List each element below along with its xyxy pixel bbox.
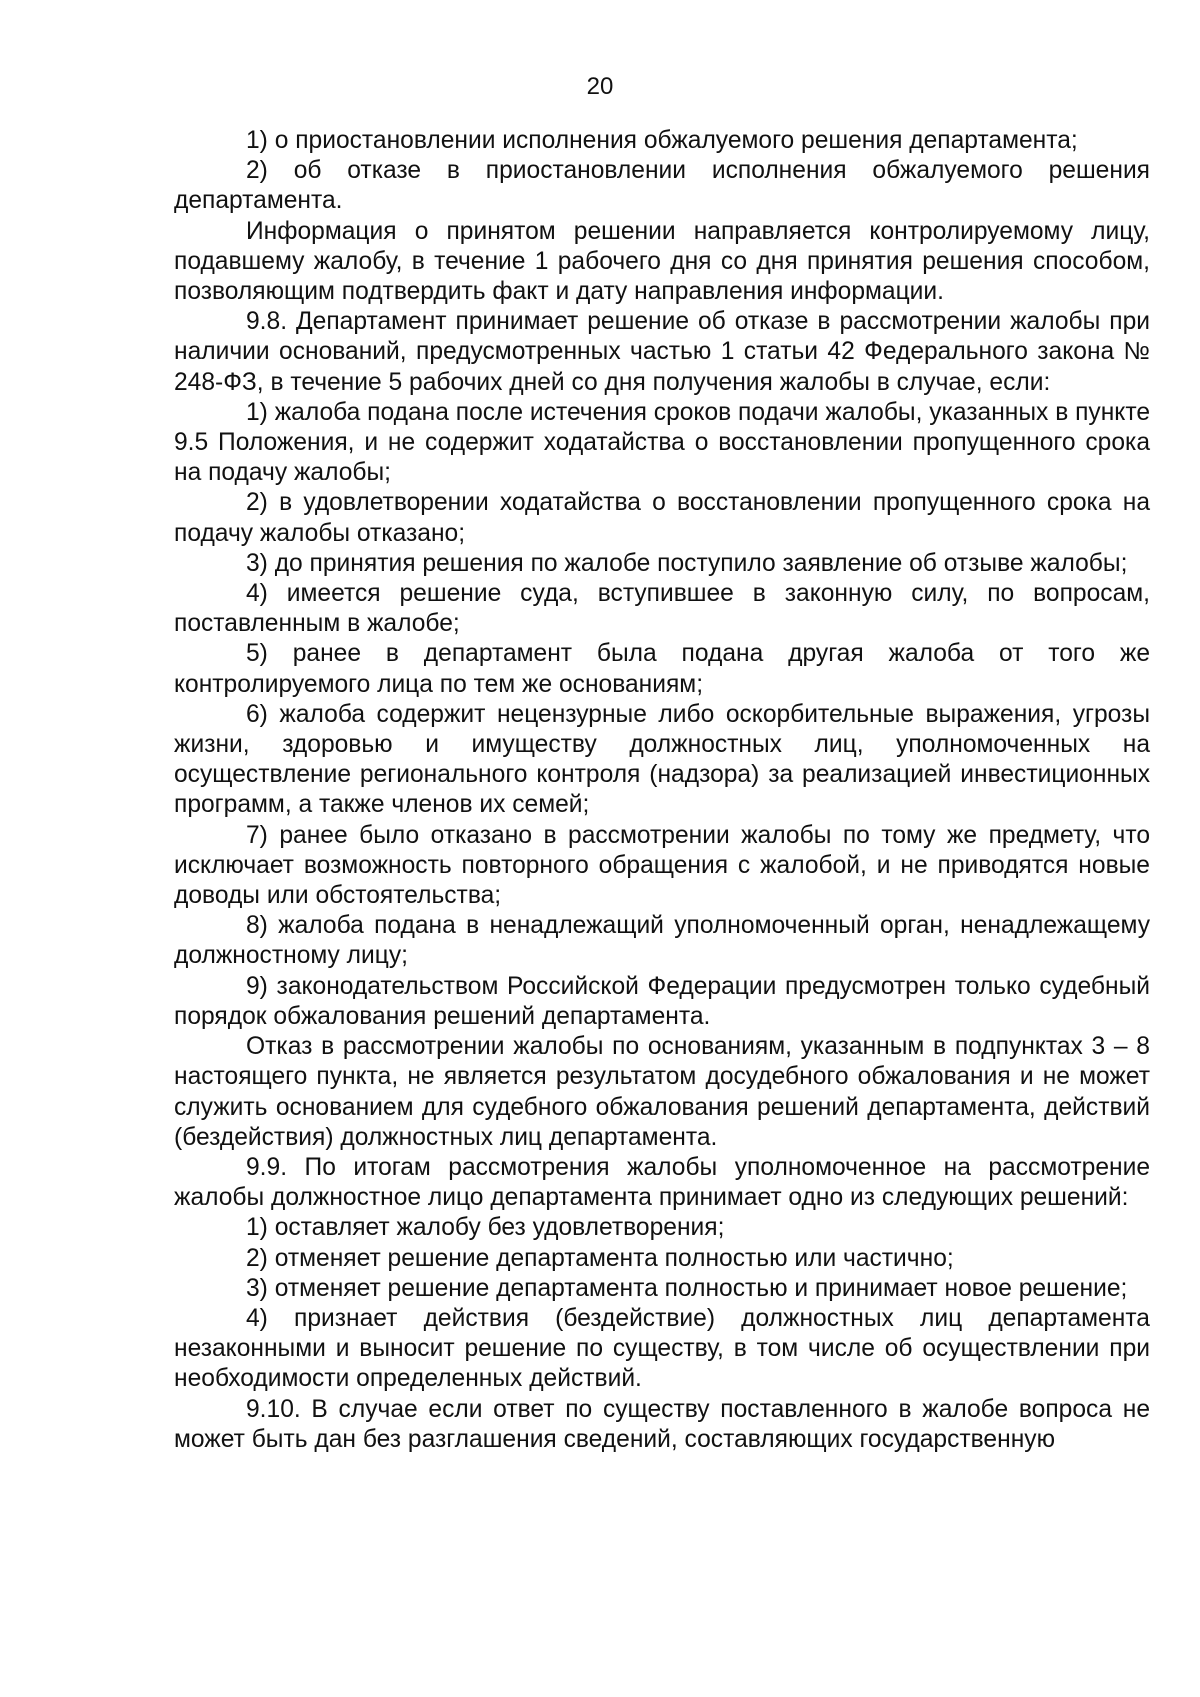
paragraph: 9) законодательством Российской Федерации предусмотрен только судебный порядок обжалования решений департамента. [174,972,1150,1030]
paragraph: 4) имеется решение суда, вступившее в законную силу, по вопросам, поставленным в жалобе; [174,580,1150,638]
paragraph: 1) оставляет жалобу без удовлетворения; [246,1214,725,1242]
document-body [174,126,1150,1455]
paragraph: 9.10. В случае если ответ по существу поставленного в жалобе вопроса не может быть дан без разглашения сведений, составляющих государственную [174,1395,1150,1453]
paragraph: 7) ранее было отказано в рассмотрении жалобы по тому же предмету, что исключает возможность повторного обращения с жалобой, и не приводятся новые доводы или обстоятельства; [174,821,1150,910]
paragraph: 6) жалоба содержит нецензурные либо оскорбительные выражения, угрозы жизни, здоровью и имуществу должностных лиц, уполномоченных на осуществление регионального контроля (надзора) за реализацией инвестиционных программ, а также членов их семей; [174,700,1150,819]
paragraph: Информация о принятом решении направляется контролируемому лицу, подавшему жалобу, в течение 1 рабочего дня со дня принятия решения способом, позволяющим подтвердить факт и дату направления информации. [174,217,1150,306]
paragraph: 3) до принятия решения по жалобе поступило заявление об отзыве жалобы; [246,549,1128,577]
page-number: 20 [586,73,614,100]
paragraph: 2) в удовлетворении ходатайства о восстановлении пропущенного срока на подачу жалобы отказано; [174,489,1150,547]
paragraph: 1) о приостановлении исполнения обжалуемого решения департамента; [246,127,1078,154]
paragraph: 9.8. Департамент принимает решение об отказе в рассмотрении жалобы при наличии оснований, предусмотренных частью 1 статьи 42 Федерального закона № 248-ФЗ, в течение 5 рабочих дней со дня получения жалобы в случае, если: [174,308,1150,396]
paragraph: 9.9. По итогам рассмотрения жалобы уполномоченное на рассмотрение жалобы должностное лицо департамента принимает одно из следующих решений: [174,1153,1150,1212]
paragraph: 8) жалоба подана в ненадлежащий уполномоченный орган, ненадлежащему должностному лицу; [174,912,1150,970]
paragraph: 3) отменяет решение департамента полностью и принимает новое решение; [246,1274,1128,1302]
paragraph: 4) признает действия (бездействие) должностных лиц департамента незаконными и выносит решение по существу, в том числе об осуществлении при необходимости определенных действий. [174,1304,1150,1393]
paragraph: 1) жалоба подана после истечения сроков подачи жалобы, указанных в пункте 9.5 Положения, и не содержит ходатайства о восстановлении пропущенного срока на подачу жалобы; [174,398,1150,487]
paragraph: 2) отменяет решение департамента полностью или частично; [246,1244,954,1272]
paragraph: 2) об отказе в приостановлении исполнения обжалуемого решения департамента. [174,157,1150,215]
paragraph: Отказ в рассмотрении жалобы по основаниям, указанным в подпунктах 3 – 8 настоящего пункта, не является результатом досудебного обжалования и не может служить основанием для судебного обжалования решений департамента, действий (бездействия) должностных лиц департамента. [174,1033,1150,1151]
paragraph: 5) ранее в департамент была подана другая жалоба от того же контролируемого лица по тем же основаниям; [174,640,1150,698]
